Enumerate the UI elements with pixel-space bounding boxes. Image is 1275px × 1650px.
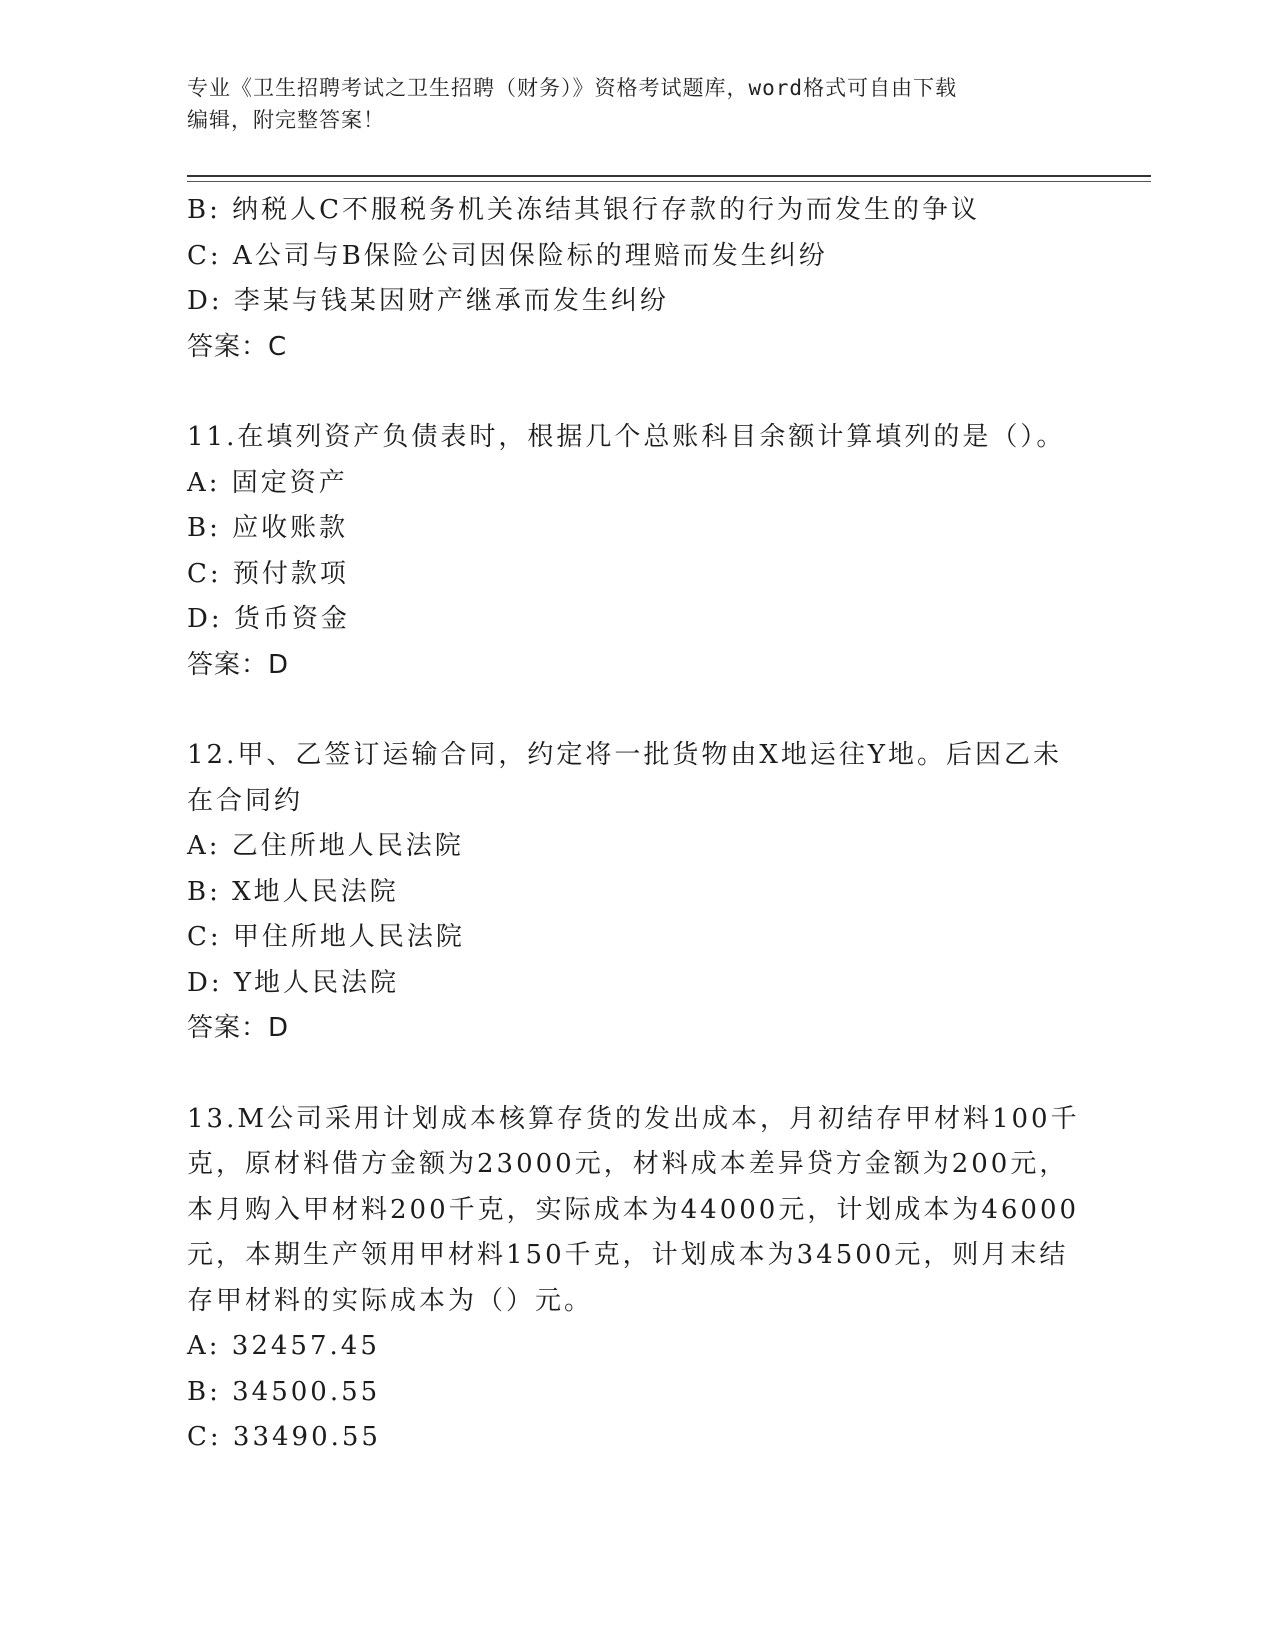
spacer <box>187 1052 1067 1097</box>
question-stem-line-1: 12.甲、乙签订运输合同，约定将一批货物由X地运往Y地。后因乙未 <box>187 740 1063 770</box>
question-13 <box>187 1097 1080 1461</box>
question-content <box>187 188 1080 1461</box>
option-c: C: A公司与B保险公司因保险标的理赔而发生纠纷 <box>187 240 828 271</box>
option-d: D: Y地人民法院 <box>187 967 400 998</box>
header-line-2: 编辑，附完整答案！ <box>187 108 385 132</box>
option-b: B: X地人民法院 <box>187 876 399 907</box>
question-stem-line-1: 13.M公司采用计划成本核算存货的发出成本，月初结存甲材料100千 <box>187 1103 1080 1134</box>
question-stem-line-2: 克，原材料借方金额为23000元，材料成本差异贷方金额为200元， <box>187 1149 1069 1179</box>
option-a: A: 固定资产 <box>187 467 348 498</box>
question-12 <box>187 733 1067 1052</box>
option-c: C: 甲住所地人民法院 <box>187 922 465 952</box>
option-d: D: 货币资金 <box>187 604 350 634</box>
question-stem: 11.在填列资产负债表时，根据几个总账科目余额计算填列的是（）。 <box>187 422 1066 452</box>
option-b: B: 34500.55 <box>187 1376 381 1407</box>
option-b: B: 应收账款 <box>187 513 349 543</box>
header-line-1: 专业《卫生招聘考试之卫生招聘（财务）》资格考试题库，word格式可自由下载 <box>187 76 958 100</box>
option-a: A: 乙住所地人民法院 <box>187 831 464 861</box>
question-stem-line-4: 元，本期生产领用甲材料150千克，计划成本为34500元，则月末结 <box>187 1240 1069 1270</box>
option-b: B: 纳税人C不服税务机关冻结其银行存款的行为而发生的争议 <box>187 195 981 225</box>
option-c: C: 33490.55 <box>187 1422 381 1452</box>
option-d: D: 李某与钱某因财产继承而发生纠纷 <box>187 286 669 316</box>
spacer <box>187 688 1067 733</box>
question-10 <box>187 188 1067 370</box>
question-11 <box>187 415 1067 688</box>
document-header <box>187 72 1087 136</box>
answer: 答案：C <box>187 331 288 362</box>
question-stem-line-3: 本月购入甲材料200千克，实际成本为44000元，计划成本为46000 <box>187 1194 1080 1225</box>
answer: 答案：D <box>187 1013 290 1043</box>
question-stem-line-5: 存甲材料的实际成本为（）元。 <box>187 1285 594 1316</box>
option-a: A: 32457.45 <box>187 1331 380 1361</box>
spacer <box>187 370 1067 415</box>
header-rule-thin <box>187 181 1151 182</box>
option-c: C: 预付款项 <box>187 558 349 589</box>
question-stem-line-2: 在合同约 <box>187 785 304 816</box>
header-rule-thick <box>187 175 1151 177</box>
answer: 答案：D <box>187 649 290 680</box>
